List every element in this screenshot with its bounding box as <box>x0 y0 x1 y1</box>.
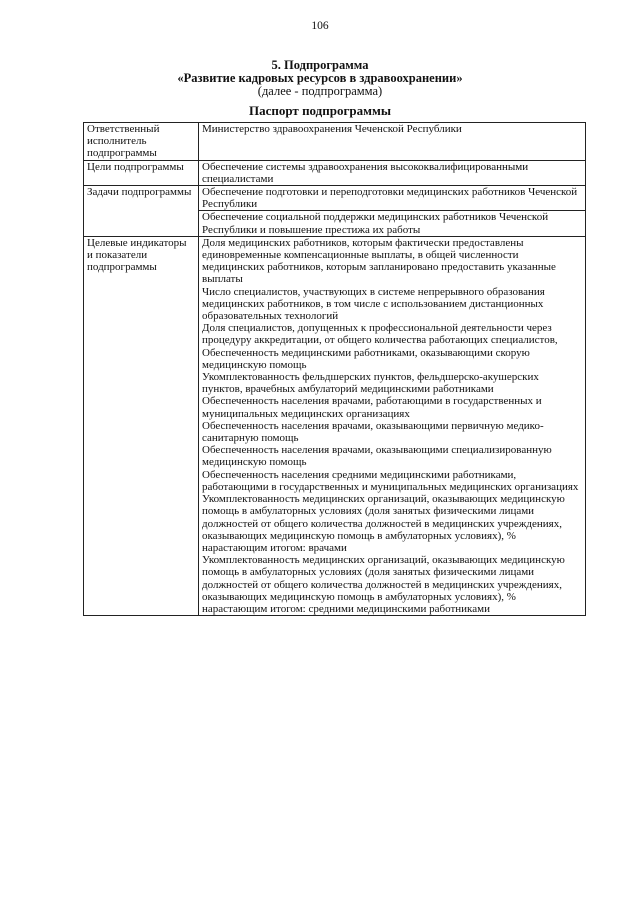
indicator-item: Обеспеченность населения врачами, оказывающими специализированную медицинскую помощь <box>202 444 552 469</box>
indicator-item: Число специалистов, участвующих в системе непрерывного образования медицинских работников, в том числе с использованием дистанционных образовательных технологий <box>202 285 545 323</box>
passport-table <box>83 122 586 616</box>
goals-label: Цели подпрограммы <box>84 160 199 185</box>
indicators-list <box>199 236 586 615</box>
heading-line-1: 5. Подпрограмма <box>271 58 369 72</box>
responsible-value: Министерство здравоохранения Чеченской Республики <box>199 123 586 161</box>
passport-title: Паспорт подпрограммы <box>249 103 391 118</box>
heading-line-2: «Развитие кадровых ресурсов в здравоохранении» <box>177 71 463 85</box>
task-item: Обеспечение социальной поддержки медицинских работников Чеченской Республики и повышение престижа их работы <box>199 211 586 236</box>
heading-line-3: (далее - подпрограмма) <box>257 84 383 98</box>
indicator-item: Укомплектованность медицинских организаций, оказывающих медицинскую помощь в амбулаторных условиях (доля занятых физическими лицами должностей от общего количества должностей в медицинских учреждениях, оказывающих медицинскую помощь в амбулаторных условиях), % нарастающим итогом: врачами <box>202 493 565 554</box>
page-number: 106 <box>311 20 329 32</box>
indicator-item: Обеспеченность медицинскими работниками, оказывающими скорую медицинскую помощь <box>202 346 530 371</box>
table-row <box>84 236 586 615</box>
responsible-label: Ответственный исполнитель подпрограммы <box>84 123 199 161</box>
table-row <box>84 160 586 185</box>
indicator-item: Обеспеченность населения средними медицинскими работниками, работающими в государственных и муниципальных медицинских организациях <box>202 468 579 493</box>
subprogram-heading <box>0 59 640 98</box>
goals-value: Обеспечение системы здравоохранения высококвалифицированными специалистами <box>199 160 586 185</box>
indicator-item: Укомплектованность медицинских организаций, оказывающих медицинскую помощь в амбулаторных условиях (доля занятых физическими лицами должностей от общего количества должностей в медицинских учреждениях, оказывающих медицинскую помощь в амбулаторных условиях), % нарастающим итогом: средними медицинскими работниками <box>202 554 565 615</box>
indicator-item: Обеспеченность населения врачами, оказывающими первичную медико-санитарную помощь <box>202 419 544 445</box>
task-item: Обеспечение подготовки и переподготовки медицинских работников Чеченской Республики <box>199 186 586 211</box>
indicators-label: Целевые индикаторы и показатели подпрограммы <box>84 236 199 615</box>
table-row <box>84 123 586 161</box>
indicator-item: Доля специалистов, допущенных к профессиональной деятельности через процедуру аккредитации, от общего количества работающих специалистов, <box>202 322 558 347</box>
indicator-item: Доля медицинских работников, которым фактически предоставлены единовременные компенсационные выплаты, в общей численности медицинских работников, которым запланировано предоставить указанные выплаты <box>202 236 556 286</box>
table-row <box>84 186 586 211</box>
tasks-label: Задачи подпрограммы <box>84 186 199 237</box>
indicator-item: Обеспеченность населения врачами, работающими в государственных и муниципальных медицинских организациях <box>202 395 542 420</box>
indicator-item: Укомплектованность фельдшерских пунктов, фельдшерско-акушерских пунктов, врачебных амбулаторий медицинскими работниками <box>202 371 539 396</box>
